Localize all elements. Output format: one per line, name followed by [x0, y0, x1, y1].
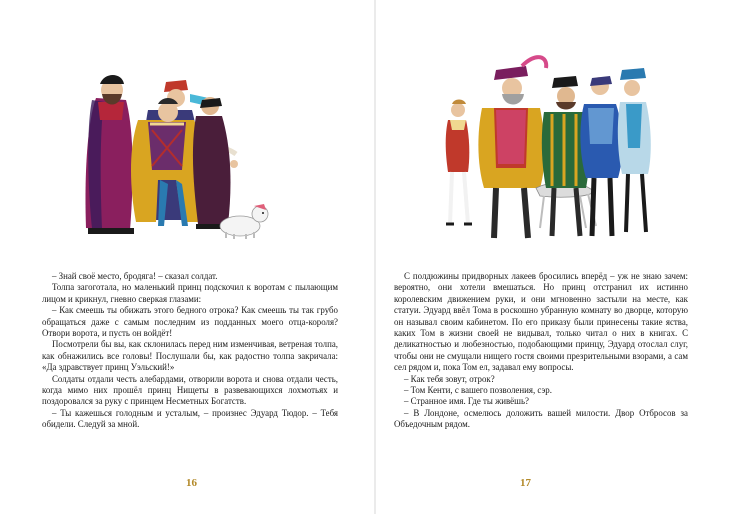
paragraph: С полдюжины придворных лакеев бросились вперёд – уж не знаю зачем: вероятно, они хотели вмешаться. Но принц отстранил их истинно королевским движением руки, и они мгновенно застыли на месте, как статуи. Эдуард ввёл Тома в роскошно убранную комнату во дворце, которую он называл своим кабинетом. По его приказу были принесены такие яства, каких Том в жизни своей не видывал, только читал о них в книгах. С деликатностью и любезностью, подобающими принцу, Эдуард отослал слуг, чтобы они не смущали нищего гостя своими презрительными взорами, а сам сел рядом и, пока Том ел, задавал ему вопросы.: [394, 271, 688, 373]
paragraph: – Знай своё место, бродяга! – сказал солдат.: [52, 271, 218, 281]
paragraph: – Как смеешь ты обижать этого бедного отрока? Как смеешь ты так грубо обращаться даже с самым последним из подданных моего отца-короля? Отвори ворота, и пусть он войдёт!: [42, 305, 338, 339]
left-page-text: [42, 271, 338, 431]
paragraph: – Том Кенти, с вашего позволения, сэр.: [404, 385, 552, 396]
page-number: 16: [186, 477, 197, 489]
right-page-text: [394, 271, 688, 431]
book-spine: [374, 0, 376, 514]
paragraph: – В Лондоне, осмелюсь доложить вашей милости. Двор Отбросов за Объедочным рядом.: [394, 407, 688, 430]
paragraph: Посмотрели бы вы, как склонилась перед ним изменчивая, ветреная толпа, как обнажились все головы! Послушали бы, как радостно толпа закричала: «Да здравствует принц Уэльский!»: [42, 339, 338, 373]
left-page: [0, 0, 372, 514]
paragraph: – Ты кажешься голодным и усталым, – произнес Эдуард Тюдор. – Тебя обидели. Следуй за мной.: [42, 407, 338, 430]
illustration-crowd-with-dog: [78, 60, 283, 240]
page-number: 17: [520, 477, 531, 489]
paragraph: – Странное имя. Где ты живёшь?: [404, 396, 529, 407]
illustration-courtiers-with-hound: [436, 48, 658, 248]
right-page: [378, 0, 750, 514]
paragraph: Солдаты отдали честь алебардами, отворили ворота и снова отдали честь, когда мимо них прошёл принц Нищеты в развевающихся лохмотьях и поздоровался за руку с принцем Несметных Богатств.: [42, 373, 338, 407]
paragraph: – Как тебя зовут, отрок?: [404, 373, 495, 384]
paragraph: Толпа загоготала, но маленький принц подскочил к воротам с пылающим лицом и крикнул, гневно сверкая глазами:: [42, 282, 338, 304]
